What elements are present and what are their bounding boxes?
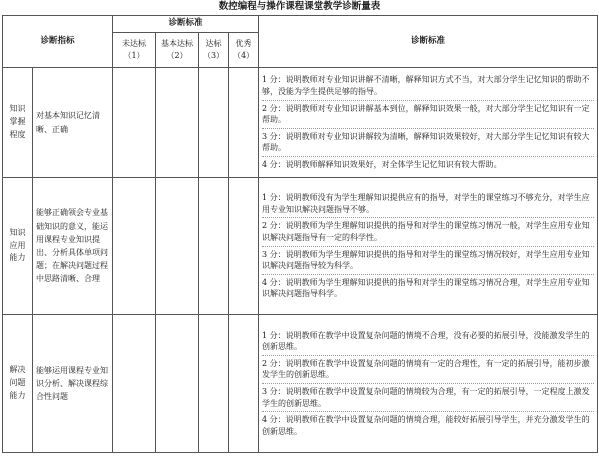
criteria-line: 4 分：说明教师为学生理解知识提供的指导和对学生的课堂练习情况合理，对学生应用专业知识解决问题指导科学。: [262, 277, 590, 299]
table-row: [3, 315, 598, 453]
indicator-cell: 能够运用课程专业知识分析、解决课程综合性问题: [33, 315, 113, 453]
level-code: （3）: [202, 51, 225, 60]
indicator-cell: 对基本知识记忆清晰、正确: [33, 68, 113, 178]
level-name: 优秀: [235, 39, 252, 49]
diagnosis-table: [2, 15, 598, 453]
score-cell-3[interactable]: [199, 315, 229, 453]
criteria-line: 1 分：说明教师对专业知识讲解不清晰，解释知识方式不当，对大部分学生记忆知识的帮助不够，没能为学生提供足够的指导。: [262, 72, 594, 100]
indicator-header: 诊断指标: [3, 16, 113, 68]
score-cell-2[interactable]: [156, 68, 199, 178]
criteria-line: 4 分：说明教师在教学中设置复杂问题的情境合理，能较好拓展引导学生，并充分激发学生的创新思维。: [262, 415, 590, 436]
table-row: [3, 178, 598, 315]
criteria-cell: [259, 68, 598, 178]
criteria-line: 3 分：说明教师为学生理解知识提供的指导和对学生的课堂练习情况较好，对学生应用专业知识解决问题指导较为科学。: [262, 247, 594, 275]
level-header-2: [156, 33, 199, 68]
score-cell-4[interactable]: [229, 178, 259, 315]
criteria-line: 2 分：说明教师对专业知识讲解基本到位，解释知识效果一般，对大部分学生记忆知识有一定帮助。: [262, 101, 594, 129]
level-name: 基本达标: [161, 39, 194, 49]
level-header-3: [199, 33, 229, 68]
criteria-header: 诊断标准: [259, 16, 598, 68]
criteria-cell: [259, 315, 598, 453]
level-header-1: [113, 33, 156, 68]
table-row: [3, 68, 598, 178]
criteria-line: 3 分：说明教师在教学中设置复杂问题的情境较为合理，有一定的拓展引导，一定程度上激发学生的创新思维。: [262, 384, 594, 412]
score-cell-1[interactable]: [113, 178, 156, 315]
page-title: 数控编程与操作课程课堂教学诊断量表: [218, 1, 381, 12]
score-cell-2[interactable]: [156, 315, 199, 453]
indicator-cell: 能够正确领会专业基础知识的意义，能运用课程专业知识提出、分析具体单项问题；在解决问题过程中思路清晰、合理: [33, 178, 113, 315]
standard-group-header: 诊断标准: [113, 16, 259, 33]
category-cell: 知识掌握程度: [3, 68, 33, 178]
category-cell: 知识应用能力: [3, 178, 33, 315]
criteria-line: 2 分：说明教师为学生理解知识提供的指导和对学生的课堂练习情况一般，对学生应用专业知识解决问题指导有一定的科学性。: [262, 218, 594, 246]
score-cell-3[interactable]: [199, 178, 229, 315]
criteria-line: 1 分：说明教师在教学中设置复杂问题的情境不合理，没有必要的拓展引导，没能激发学生的创新思维。: [262, 328, 594, 356]
score-cell-1[interactable]: [113, 68, 156, 178]
score-cell-4[interactable]: [229, 315, 259, 453]
criteria-line: 1 分：说明教师没有为学生理解知识提供应有的指导，对学生的课堂练习不够充分，对学生应用专业知识解决问题指导不够。: [262, 190, 594, 218]
level-code: （2）: [166, 51, 188, 60]
criteria-line: 4 分：说明教师解释知识效果好，对全体学生记忆知识有较大帮助。: [262, 159, 502, 169]
criteria-line: 2 分：说明教师在教学中设置复杂问题的情境有一定的合理性，有一定的拓展引导，能初步激发学生的创新思维。: [262, 356, 594, 384]
score-cell-2[interactable]: [156, 178, 199, 315]
score-cell-4[interactable]: [229, 68, 259, 178]
category-cell: 解决问题能力: [3, 315, 33, 453]
criteria-line: 3 分：说明教师对专业知识讲解较为清晰，解释知识效果较好，对大部分学生记忆知识有较大帮助。: [262, 129, 594, 157]
level-header-4: [229, 33, 259, 68]
score-cell-3[interactable]: [199, 68, 229, 178]
level-name: 未达标: [122, 39, 147, 49]
criteria-cell: [259, 178, 598, 315]
level-name: 达标: [205, 39, 222, 49]
score-cell-1[interactable]: [113, 315, 156, 453]
level-code: （4）: [232, 51, 255, 60]
level-code: （1）: [123, 51, 145, 60]
